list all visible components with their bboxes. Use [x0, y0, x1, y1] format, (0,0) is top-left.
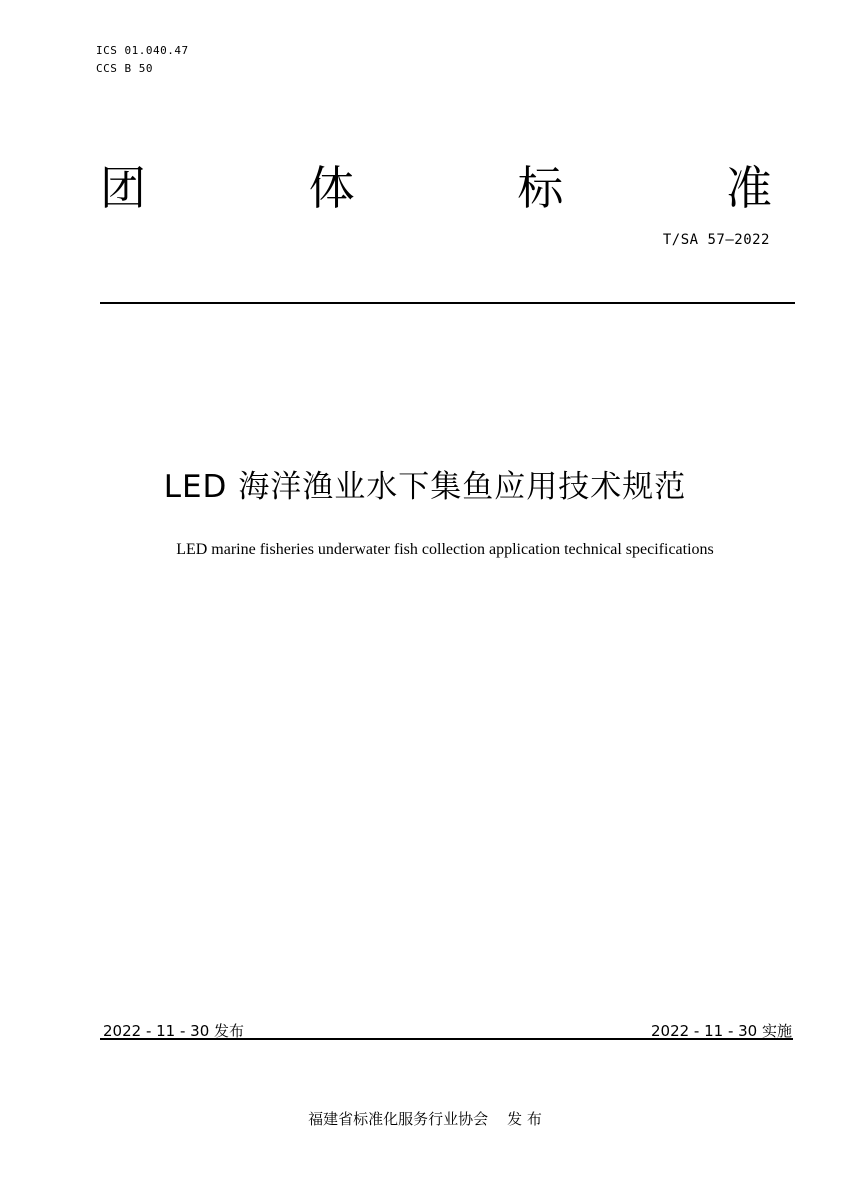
standard-type-heading: [100, 158, 772, 218]
classification-codes: [96, 42, 189, 78]
standard-type-char-2: 体: [308, 161, 355, 215]
document-title-chinese: LED 海洋渔业水下集鱼应用技术规范: [163, 469, 687, 505]
document-title-english: LED marine fisheries underwater fish collection application technical specifications: [176, 541, 714, 558]
publisher-line: 福建省标准化服务行业协会 发 布: [308, 1110, 542, 1128]
standard-type-char-3: 标: [517, 161, 564, 215]
ccs-code: CCS B 50: [96, 62, 153, 75]
standard-type-char-4: 准: [725, 161, 772, 215]
release-date: 2022 - 11 - 30 发布: [103, 1022, 245, 1040]
standard-type-char-1: 团: [100, 161, 146, 215]
standard-number: T/SA 57—2022: [662, 232, 770, 248]
bottom-divider: [100, 1038, 793, 1040]
top-divider: [100, 302, 795, 304]
ics-code: ICS 01.040.47: [96, 44, 189, 57]
implementation-date: 2022 - 11 - 30 实施: [650, 1022, 792, 1040]
